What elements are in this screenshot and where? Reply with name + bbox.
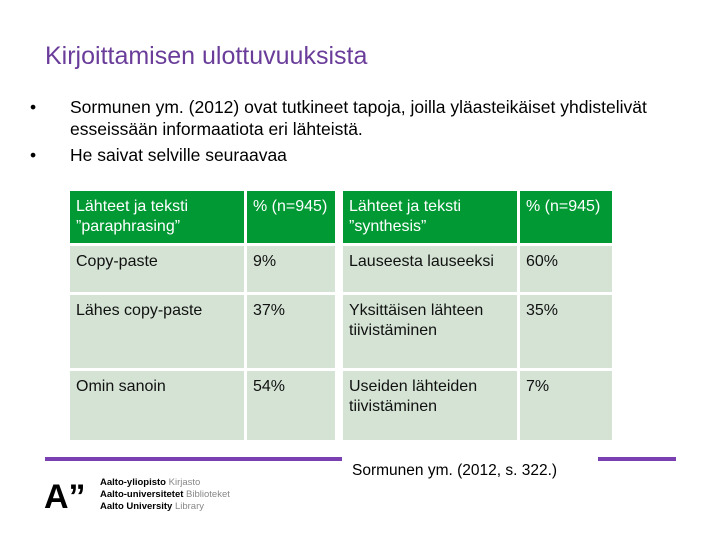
logo-line-sub: Biblioteket (186, 489, 230, 500)
aalto-logo (44, 474, 264, 518)
source-citation: Sormunen ym. (2012, s. 322.) (352, 462, 558, 479)
table-cell: Useiden lähteiden tiivistäminen (343, 371, 517, 440)
bullet-marker: • (30, 145, 37, 165)
table-cell: 54% (247, 371, 335, 440)
table-cell: Yksittäisen lähteen tiivistäminen (343, 295, 517, 368)
table-header-cell: % (n=945) (520, 191, 612, 243)
logo-line-main: Aalto-yliopisto (100, 477, 166, 488)
bullet-list (30, 96, 670, 170)
logo-line-sub: Kirjasto (168, 477, 201, 488)
logo-text (100, 477, 230, 513)
bullet-marker: • (30, 97, 37, 117)
table-header-row (343, 191, 612, 243)
bullet-text: Sormunen ym. (2012) ovat tutkineet tapoja, joilla yläasteikäiset yhdistelivät esseissään informaatiota eri lähteistä. (70, 97, 647, 139)
table-row (343, 246, 612, 292)
bullet-item (30, 96, 670, 140)
table-cell: 35% (520, 295, 612, 368)
logo-line (100, 489, 230, 501)
logo-line (100, 477, 230, 489)
logo-line (100, 501, 230, 513)
table-row (70, 246, 335, 292)
bullet-item (30, 144, 670, 166)
bullet-text: He saivat selville seuraavaa (70, 145, 287, 165)
table-cell: Lauseesta lauseeksi (343, 246, 517, 292)
table-cell: 37% (247, 295, 335, 368)
table-cell: 9% (247, 246, 335, 292)
table-header-row (70, 191, 335, 243)
table-cell: Lähes copy-paste (70, 295, 244, 368)
table-cell: Omin sanoin (70, 371, 244, 440)
table-header-cell: Lähteet ja teksti ”paraphrasing” (70, 191, 244, 243)
accent-line-left (45, 457, 342, 461)
paraphrasing-table (67, 188, 338, 443)
table-header-cell: % (n=945) (247, 191, 335, 243)
table-row (70, 295, 335, 368)
accent-line-right (598, 457, 676, 461)
logo-line-main: Aalto University (100, 501, 173, 512)
table-cell: 7% (520, 371, 612, 440)
table-cell: 60% (520, 246, 612, 292)
synthesis-table (340, 188, 615, 443)
table-row (70, 371, 335, 440)
table-header-cell: Lähteet ja teksti ”synthesis” (343, 191, 517, 243)
aalto-logo-mark: A” (44, 478, 86, 516)
logo-line-sub: Library (174, 501, 205, 512)
table-cell: Copy-paste (70, 246, 244, 292)
table-row (343, 371, 612, 440)
logo-line-main: Aalto-universitetet (100, 489, 184, 500)
slide-title: Kirjoittamisen ulottuvuuksista (45, 42, 368, 70)
table-row (343, 295, 612, 368)
